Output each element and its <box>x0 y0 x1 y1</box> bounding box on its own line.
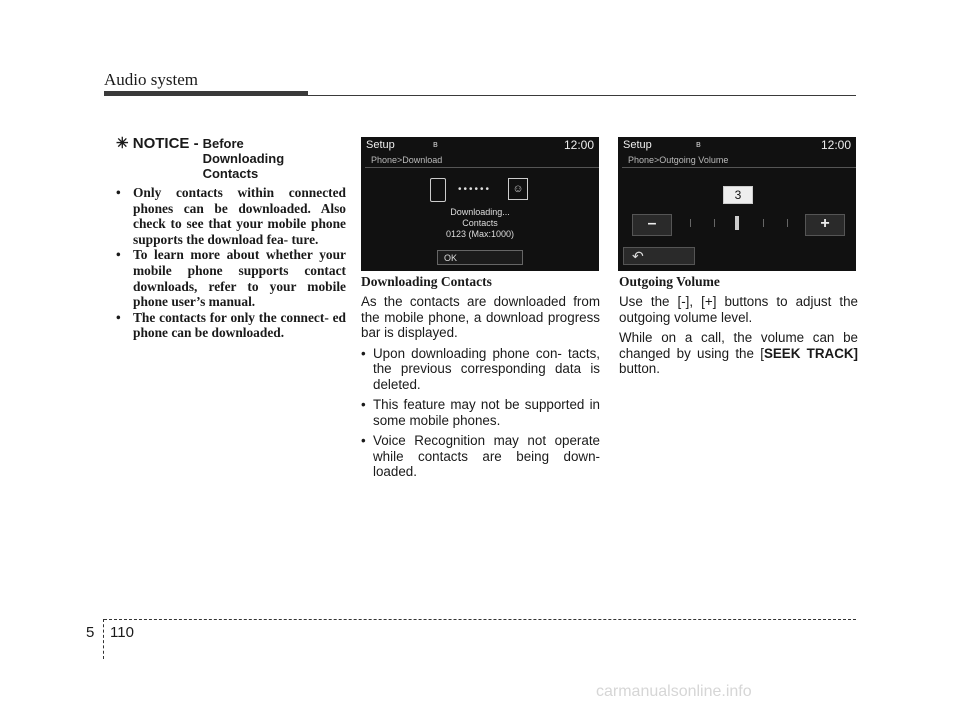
notice-subtitle-line: Before <box>202 136 244 151</box>
bullet-icon: • <box>116 247 121 263</box>
seek-track-label: SEEK TRACK] <box>763 345 858 361</box>
phone-icon <box>430 178 446 202</box>
bullet-icon: • <box>361 345 366 361</box>
contact-icon: ☺ <box>508 178 528 200</box>
volume-slider-knob[interactable] <box>735 216 739 230</box>
header-title: Audio system <box>104 70 198 89</box>
download-section <box>361 274 600 485</box>
volume-tick <box>763 219 764 227</box>
bullet-icon: • <box>116 309 121 325</box>
notice-block <box>116 134 346 341</box>
notice-subtitle-line: Contacts <box>202 166 259 181</box>
screen-breadcrumb: Phone>Download <box>365 155 599 168</box>
screen-status-bar <box>618 137 856 153</box>
download-status: Downloading... Contacts 0123 (Max:1000) <box>445 207 515 239</box>
bullet-icon: • <box>361 397 366 412</box>
watermark: carmanualsonline.info <box>596 683 752 700</box>
screen-title: Setup <box>623 139 652 151</box>
notice-subtitle-line: Downloading <box>202 151 285 166</box>
volume-down-button[interactable]: – <box>632 214 672 236</box>
list-item: • Upon downloading phone con- tacts, the previous corresponding data is deleted. <box>361 345 600 392</box>
notice-label: ✳ NOTICE - <box>116 135 199 152</box>
bluetooth-icon: ʙ <box>433 139 438 149</box>
volume-screen-image <box>618 137 856 271</box>
section-number: 5 <box>86 624 95 641</box>
notice-item: • The contacts for only the connect- ed phone can be downloaded. <box>116 309 346 341</box>
list-item: • Voice Recognition may not operate while contacts are being down- loaded. <box>361 433 600 479</box>
notice-item: • To learn more about whether your mobile phone supports contact downloads, refer to your mobile phone user’s manual. <box>116 247 346 310</box>
volume-tick <box>714 219 715 227</box>
download-screen-image <box>361 137 599 271</box>
section-paragraph: As the contacts are downloaded from the mobile phone, a download progress bar is displayed. <box>361 294 600 340</box>
section-paragraph: Use the [-], [+] buttons to adjust the outgoing volume level. <box>619 294 858 325</box>
progress-dots-icon: •••••• <box>458 184 492 195</box>
section-heading: Downloading Contacts <box>361 274 492 289</box>
volume-level-display: 3 <box>723 186 753 204</box>
ok-button[interactable]: OK <box>437 250 523 265</box>
page-number: 110 <box>110 624 134 641</box>
footer-rule <box>104 619 856 620</box>
screen-breadcrumb: Phone>Outgoing Volume <box>622 155 856 168</box>
notice-item: • Only contacts within connected phones can be downloaded. Also check to see that your mobile phone supports the download fea- ture. <box>116 185 346 247</box>
bullet-icon: • <box>116 185 121 200</box>
volume-up-button[interactable]: + <box>805 214 845 236</box>
screen-clock: 12:00 <box>820 138 851 152</box>
list-item: • This feature may not be supported in some mobile phones. <box>361 397 600 428</box>
screen-clock: 12:00 <box>563 138 594 152</box>
footer-divider <box>103 619 104 659</box>
screen-title: Setup <box>366 139 395 151</box>
section-heading: Outgoing Volume <box>619 274 720 289</box>
volume-section <box>619 274 858 382</box>
back-button[interactable] <box>623 247 695 265</box>
notice-list <box>116 185 346 341</box>
volume-tick <box>690 219 691 227</box>
volume-tick <box>787 219 788 227</box>
bluetooth-icon: ʙ <box>696 139 701 149</box>
bullet-icon: • <box>361 433 366 448</box>
back-arrow-icon: ↶ <box>632 248 644 264</box>
section-paragraph: While on a call, the volume can be changed by using the [SEEK TRACK] button. <box>619 330 858 376</box>
screen-status-bar <box>361 137 599 153</box>
notice-heading <box>116 134 346 181</box>
notice-subtitle <box>203 136 285 181</box>
header-rule <box>104 95 856 96</box>
